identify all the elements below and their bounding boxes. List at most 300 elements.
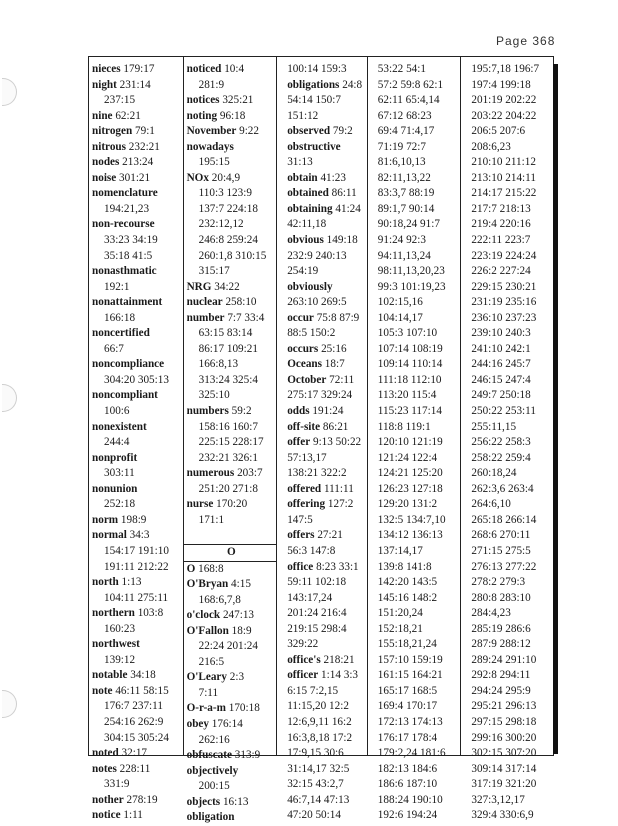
index-page-refs-continued: 250:22 253:11 [471, 405, 536, 418]
index-entry [89, 124, 183, 140]
index-page-refs-continued: 132:5 134:7,10 [377, 513, 446, 526]
index-page-refs-continued: 67:12 68:23 [377, 109, 432, 122]
index-entry [184, 280, 277, 296]
index-page-refs-continued: 54:14 150:7 [287, 94, 341, 107]
index-page-refs-continued: 214:17 215:22 [471, 187, 537, 200]
index-page-refs-continued: 197:4 199:18 [471, 78, 531, 91]
index-page-refs-continued: 152:18,21 [377, 622, 423, 635]
index-page-refs-continued: 82:11,13,22 [377, 171, 431, 184]
index-page-refs: 86:11 [328, 187, 357, 200]
index-page-refs-continued: 203:22 204:22 [471, 109, 537, 122]
index-page-refs-continued: 22:24 201:24 [198, 640, 258, 653]
index-entry [184, 109, 277, 125]
index-page-refs-continued: 313:24 325:4 [198, 373, 258, 386]
index-term: obligations [287, 78, 340, 91]
index-page-refs-continued: 315:17 [198, 265, 230, 278]
index-entry [184, 171, 277, 187]
index-entry [89, 575, 183, 591]
index-entry [184, 701, 277, 717]
index-page-refs-continued: 303:11 [104, 467, 135, 480]
index-page-refs: 7:7 33:4 [224, 311, 265, 324]
index-page-refs-continued: 289:24 291:10 [471, 653, 537, 666]
index-entry [277, 186, 367, 202]
index-page-refs-continued: 169:4 170:17 [377, 700, 438, 713]
index-entry [277, 140, 367, 156]
index-term: norm [92, 513, 119, 526]
index-term: nonexistent [92, 420, 147, 433]
index-page-refs-continued: 137:7 224:18 [198, 202, 258, 215]
index-column-4 [367, 57, 461, 822]
index-page-refs-continued: 56:3 147:8 [287, 544, 336, 557]
index-entry [89, 606, 183, 622]
blank-line [184, 528, 277, 544]
index-page-refs: 59:2 [228, 405, 252, 418]
index-term: O'Fallon [186, 624, 229, 637]
index-page-refs-continued: 265:18 266:14 [471, 513, 537, 526]
index-page-refs-continued: 182:13 184:6 [377, 762, 438, 775]
index-entry [184, 670, 277, 686]
index-entry [277, 373, 367, 389]
index-page-refs: 86:21 [320, 420, 349, 433]
index-term: obtaining [287, 202, 333, 215]
index-page-refs: 325:21 [219, 94, 254, 107]
index-term: number [186, 311, 225, 324]
index-page-refs-continued: 237:15 [104, 94, 136, 107]
index-page-refs-continued: 287:9 288:12 [471, 638, 531, 651]
index-page-refs-continued: 17:9,15 30:6 [287, 747, 344, 760]
index-page-refs-continued: 217:7 218:13 [471, 202, 531, 215]
index-column-1 [89, 57, 183, 822]
index-page-refs-continued: 229:15 230:21 [471, 280, 537, 293]
index-page-refs-continued: 179:2,24 181:6 [377, 747, 446, 760]
index-entry [277, 482, 367, 498]
index-term: observed [287, 125, 331, 138]
index-page-refs-continued: 100:14 159:3 [287, 63, 347, 75]
index-page-refs-continued: 81:6,10,13 [377, 156, 426, 169]
index-page-refs-continued: 260:1,8 310:15 [198, 249, 267, 262]
index-entry [89, 264, 183, 280]
index-page-refs: 34:3 [126, 529, 150, 542]
index-page-refs-continued: 216:5 [198, 655, 225, 668]
index-term: O'Bryan [186, 578, 229, 591]
index-entry [277, 668, 367, 684]
index-page-refs: 258:10 [222, 296, 257, 309]
index-page-refs-continued: 111:18 112:10 [377, 373, 442, 386]
index-entry [277, 78, 367, 94]
index-page-refs-continued: 42:11,18 [287, 218, 327, 231]
index-term: offering [287, 498, 326, 511]
index-page-refs-continued: 232:21 326:1 [198, 451, 258, 464]
index-entry [184, 795, 277, 811]
index-page-refs-continued: 292:8 294:11 [471, 669, 531, 682]
index-page-refs-continued: 158:16 160:7 [198, 420, 258, 433]
index-term: office [287, 560, 314, 573]
index-entry [89, 793, 183, 809]
index-page-refs: 301:21 [116, 171, 151, 184]
index-page-refs-continued: 46:7,14 47:13 [287, 793, 350, 806]
index-page-refs: 18:9 [228, 624, 252, 637]
index-page-refs-continued: 192:1 [104, 280, 130, 293]
index-term: O-r-a-m [186, 702, 226, 715]
index-term: obvious [287, 234, 324, 247]
index-page-refs-continued: 160:23 [104, 622, 136, 635]
index-entry [89, 171, 183, 187]
index-page-refs-continued: 110:3 123:9 [198, 187, 252, 200]
index-page-refs: 72:11 [326, 373, 355, 386]
index-page-refs: 218:21 [320, 653, 355, 666]
index-page-refs: 191:24 [309, 405, 344, 418]
index-entry [89, 513, 183, 529]
index-page-refs: 198:9 [118, 513, 147, 526]
index-entry [89, 155, 183, 171]
index-page-refs-continued: 124:21 125:20 [377, 467, 443, 480]
index-page-refs-continued: 126:23 127:18 [377, 482, 443, 495]
index-page-refs-continued: 331:9 [104, 778, 130, 791]
index-entry [184, 497, 277, 513]
index-term: nitrogen [92, 125, 133, 138]
index-term: office's [287, 653, 321, 666]
index-entry [89, 762, 183, 778]
index-entry [184, 577, 277, 593]
index-page-refs-continued: 208:6,23 [471, 140, 511, 153]
index-page-refs-continued: 69:4 71:4,17 [377, 125, 435, 138]
index-entry [184, 810, 277, 826]
index-page-refs-continued: 255:11,15 [471, 420, 517, 433]
index-entry [184, 62, 277, 78]
index-page-refs-continued: 201:19 202:22 [471, 94, 537, 107]
index-page-refs: 247:13 [220, 609, 255, 622]
index-page-refs-continued: 62:11 65:4,14 [377, 94, 440, 107]
index-column-3 [276, 57, 367, 822]
index-page-refs-continued: 219:4 220:16 [471, 218, 531, 231]
index-page-refs: 10:4 [221, 63, 245, 75]
index-page-refs: 111:11 [321, 482, 354, 495]
index-page-refs-continued: 206:5 207:6 [471, 125, 526, 138]
index-page-refs-continued: 113:20 115:4 [377, 389, 437, 402]
index-page-refs-continued: 63:15 83:14 [198, 327, 253, 340]
index-page-refs-continued: 109:14 110:14 [377, 358, 443, 371]
index-page-refs-continued: 157:10 159:19 [377, 653, 443, 666]
index-page-refs-continued: 244:4 [104, 436, 130, 449]
index-term: north [92, 576, 119, 589]
index-page-refs: 27:21 [314, 529, 343, 542]
index-page-refs-continued: 7:11 [198, 686, 219, 699]
index-page-refs-continued: 151:12 [287, 109, 319, 122]
index-page-refs: 34:22 [211, 280, 240, 293]
index-page-refs-continued: 151:20,24 [377, 607, 423, 620]
index-page-refs-continued: 239:10 240:3 [471, 327, 531, 340]
index-entry [89, 78, 183, 94]
index-entry [277, 435, 367, 451]
index-page-refs-continued: 35:18 41:5 [104, 249, 153, 262]
index-page-refs-continued: 166:8,13 [198, 358, 239, 371]
index-page-refs: 32:17 [118, 747, 148, 760]
index-page-refs-continued: 275:17 329:24 [287, 389, 353, 402]
index-page-refs-continued: 147:5 [287, 513, 313, 526]
index-page-refs-continued: 210:10 211:12 [471, 156, 536, 169]
index-page-refs-continued: 16:3,8,18 17:2 [287, 731, 353, 744]
index-term: nonattainment [92, 296, 163, 309]
index-page-refs-continued: 186:6 187:10 [377, 778, 438, 791]
index-page-refs-continued: 246:8 259:24 [198, 234, 258, 247]
index-term: nine [92, 109, 113, 122]
index-term: noticed [186, 63, 222, 75]
index-term: obey [186, 717, 209, 730]
index-term: northwest [92, 638, 140, 651]
index-page-refs: 203:7 [234, 467, 263, 480]
index-page-refs: 75:8 87:9 [313, 311, 360, 324]
index-page-refs-continued: 100:6 [104, 405, 130, 418]
index-page-refs-continued: 89:1,7 90:14 [377, 202, 435, 215]
index-entry [184, 295, 277, 311]
index-page-refs-continued: 276:13 277:22 [471, 560, 537, 573]
index-entry [277, 653, 367, 669]
index-page-refs-continued: 53:22 54:1 [377, 63, 426, 75]
index-entry [89, 528, 183, 544]
index-term: offer [287, 436, 311, 449]
index-entry [89, 637, 183, 653]
index-term: nieces [92, 63, 121, 75]
index-term: offered [287, 482, 322, 495]
index-entry [184, 404, 277, 420]
index-page-refs: 278:19 [123, 793, 158, 806]
index-page-refs-continued: 66:7 [104, 342, 124, 355]
index-entry [89, 482, 183, 498]
index-entry [184, 140, 277, 156]
index-entry [277, 233, 367, 249]
index-entry [89, 420, 183, 436]
index-term: noting [186, 109, 218, 122]
index-term: nurse [186, 498, 214, 511]
binder-hole-top [2, 78, 17, 106]
index-page-refs-continued: 139:12 [104, 653, 136, 666]
index-page-refs-continued: 71:19 72:7 [377, 140, 426, 153]
index-page-refs: 170:18 [225, 702, 260, 715]
index-page-refs: 1:11 [120, 809, 143, 822]
index-page-refs: 149:18 [323, 234, 358, 247]
index-page-refs-continued: 104:11 275:11 [104, 591, 169, 604]
index-page-refs-continued: 107:14 108:19 [377, 342, 443, 355]
index-page-refs-continued: 11:15,20 12:2 [287, 700, 349, 713]
index-term: obviously [287, 280, 333, 293]
index-entry [184, 466, 277, 482]
index-page-refs-continued: 309:14 317:14 [471, 762, 537, 775]
index-term: occurs [287, 342, 319, 355]
index-page-refs-continued: 102:15,16 [377, 296, 423, 309]
index-page-refs-continued: 129:20 131:2 [377, 498, 438, 511]
index-page-refs-continued: 139:8 141:8 [377, 560, 432, 573]
index-page-refs: 2:3 [227, 671, 245, 684]
index-page-refs: 41:23 [317, 171, 346, 184]
index-page-refs: 170:20 [213, 498, 248, 511]
index-page-refs-continued: 329:22 [287, 638, 319, 651]
index-page-refs-continued: 194:21,23 [104, 202, 150, 215]
index-page-refs: 168:8 [195, 562, 224, 575]
index-entry [89, 746, 183, 762]
index-page-refs-continued: 268:6 270:11 [471, 529, 531, 542]
index-page-refs-continued: 121:24 122:4 [377, 451, 438, 464]
index-page-refs-continued: 222:11 223:7 [471, 234, 531, 247]
index-page-refs: 24:8 [339, 78, 363, 91]
index-entry [277, 124, 367, 140]
index-entry [184, 124, 277, 140]
index-entry [89, 684, 183, 700]
index-term: nuclear [186, 296, 223, 309]
index-page-refs: 9:13 50:22 [310, 436, 362, 449]
page-edge-bar [553, 64, 558, 754]
index-page-refs: 79:2 [330, 125, 353, 138]
index-page-refs: 20:4,9 [208, 171, 241, 184]
index-entry [184, 717, 277, 733]
index-page-refs-continued: 249:7 250:18 [471, 389, 531, 402]
index-page-refs: 1:14 3:3 [318, 669, 359, 682]
index-page-refs-continued: 165:17 168:5 [377, 684, 438, 697]
index-page-refs-continued: 171:1 [198, 513, 225, 526]
index-entry [277, 404, 367, 420]
index-page-refs: 34:18 [127, 669, 156, 682]
index-page-refs-continued: 115:23 117:14 [377, 405, 442, 418]
index-page-refs-continued: 201:24 216:4 [287, 607, 347, 620]
index-term: noise [92, 171, 117, 184]
binder-hole-middle [2, 384, 17, 412]
index-term: obligation [186, 811, 235, 824]
index-term: notice [92, 809, 121, 822]
index-page-refs-continued: 263:10 269:5 [287, 296, 347, 309]
index-page-refs: 103:8 [134, 607, 164, 620]
index-page-refs-continued: 264:6,10 [471, 498, 511, 511]
index-page-refs-continued: 161:15 164:21 [377, 669, 443, 682]
index-entry [277, 311, 367, 327]
index-term: obfuscate [186, 749, 232, 762]
index-page-refs-continued: 256:22 258:3 [471, 436, 531, 449]
index-page-refs-continued: 225:15 228:17 [198, 436, 264, 449]
index-term: numbers [186, 405, 229, 418]
index-page-refs: 232:21 [126, 140, 160, 153]
index-page-refs-continued: 262:3,6 263:4 [471, 482, 534, 495]
index-page-refs-continued: 244:16 245:7 [471, 358, 531, 371]
index-term: nowadays [186, 140, 234, 153]
index-entry [89, 326, 183, 342]
index-page-refs-continued: 297:15 298:18 [471, 715, 537, 728]
index-page-refs: 41:24 [332, 202, 361, 215]
index-entry [89, 295, 183, 311]
index-term: o'clock [186, 609, 221, 622]
index-entry [277, 202, 367, 218]
index-page-refs-continued: 260:18,24 [471, 467, 517, 480]
index-page-refs-continued: 88:5 150:2 [287, 327, 336, 340]
index-page-refs: 127:2 [325, 498, 354, 511]
index-term: northern [92, 607, 135, 620]
index-page-refs: 62:21 [112, 109, 141, 122]
index-page-refs-continued: 285:19 286:6 [471, 622, 531, 635]
index-term: NOx [186, 171, 209, 184]
index-page-refs-continued: 254:16 262:9 [104, 715, 164, 728]
index-page-refs-continued: 232:9 240:13 [287, 249, 347, 262]
index-entry [89, 357, 183, 373]
index-page-refs-continued: 47:20 50:14 [287, 809, 341, 822]
index-page-refs: 213:24 [119, 156, 154, 169]
binder-hole-bottom [2, 690, 17, 718]
index-page-refs: 176:14 [208, 717, 243, 730]
index-entry [89, 186, 183, 202]
index-page-refs-continued: 134:12 136:13 [377, 529, 443, 542]
index-page-refs: 179:17 [120, 63, 155, 75]
index-page-refs-continued: 143:17,24 [287, 591, 333, 604]
index-term: October [287, 373, 327, 386]
index-page-refs-continued: 226:2 227:24 [471, 265, 531, 278]
index-entry [89, 109, 183, 125]
index-page-refs-continued: 91:24 92:3 [377, 234, 426, 247]
index-page-refs-continued: 252:18 [104, 498, 136, 511]
index-term: nonprofit [92, 451, 138, 464]
index-page-refs-continued: 172:13 174:13 [377, 715, 443, 728]
index-entry [89, 668, 183, 684]
index-page-refs-continued: 280:8 283:10 [471, 591, 531, 604]
index-page-refs-continued: 145:16 148:2 [377, 591, 438, 604]
index-entry [184, 311, 277, 327]
index-term: nonunion [92, 482, 138, 495]
index-page-refs-continued: 99:3 101:19,23 [377, 280, 446, 293]
index-entry [277, 528, 367, 544]
index-entry [277, 280, 367, 296]
index-page-refs-continued: 299:16 300:20 [471, 731, 537, 744]
index-page-refs-continued: 191:11 212:22 [104, 560, 169, 573]
index-page-refs: 8:23 33:1 [313, 560, 359, 573]
index-entry [184, 93, 277, 109]
index-page-refs-continued: 176:7 237:11 [104, 700, 163, 713]
index-page-refs-continued: 138:21 322:2 [287, 467, 347, 480]
index-page-refs-continued: 94:11,13,24 [377, 249, 431, 262]
index-term: O'Leary [186, 671, 227, 684]
index-term: noncompliance [92, 358, 165, 371]
index-page-refs-continued: 251:20 271:8 [198, 482, 258, 495]
index-page-refs-continued: 57:2 59:8 62:1 [377, 78, 444, 91]
index-page-refs: 228:11 [116, 762, 151, 775]
index-entry [184, 764, 277, 780]
index-page-refs-continued: 325:10 [198, 389, 230, 402]
index-page-refs-continued: 195:15 [198, 156, 230, 169]
index-page-refs-continued: 59:11 102:18 [287, 576, 347, 589]
index-page-refs: 9:22 [236, 125, 259, 138]
index-term: noncertified [92, 327, 150, 340]
index-entry [184, 624, 277, 640]
index-page-refs-continued: 241:10 242:1 [471, 342, 531, 355]
index-page-refs: 1:13 [118, 576, 142, 589]
index-entry [184, 608, 277, 624]
index-page-refs-continued: 271:15 275:5 [471, 544, 531, 557]
index-page-refs-continued: 31:14,17 32:5 [287, 762, 350, 775]
index-entry [89, 140, 183, 156]
index-term: nodes [92, 156, 120, 169]
index-entry [184, 748, 277, 764]
index-page-refs-continued: 262:16 [198, 733, 230, 746]
index-term: objects [186, 795, 221, 808]
index-term: noncompliant [92, 389, 158, 402]
index-page-refs-continued: 57:13,17 [287, 451, 327, 464]
index-page-refs-continued: 302:15 307:20 [471, 747, 537, 760]
index-page-refs-continued: 304:20 305:13 [104, 373, 169, 386]
index-term: noted [92, 747, 119, 760]
index-page-refs-continued: 258:22 259:4 [471, 451, 531, 464]
index-page-refs-continued: 155:18,21,24 [377, 638, 437, 651]
index-page-refs: 4:15 [228, 578, 251, 591]
index-page-refs-continued: 120:10 121:19 [377, 436, 443, 449]
index-page-refs-continued: 137:14,17 [377, 544, 423, 557]
index-page-refs-continued: 12:6,9,11 16:2 [287, 715, 352, 728]
index-page-refs-continued: 86:17 109:21 [198, 342, 258, 355]
index-page-refs-continued: 329:4 330:6,9 [471, 809, 534, 822]
index-entry [277, 497, 367, 513]
